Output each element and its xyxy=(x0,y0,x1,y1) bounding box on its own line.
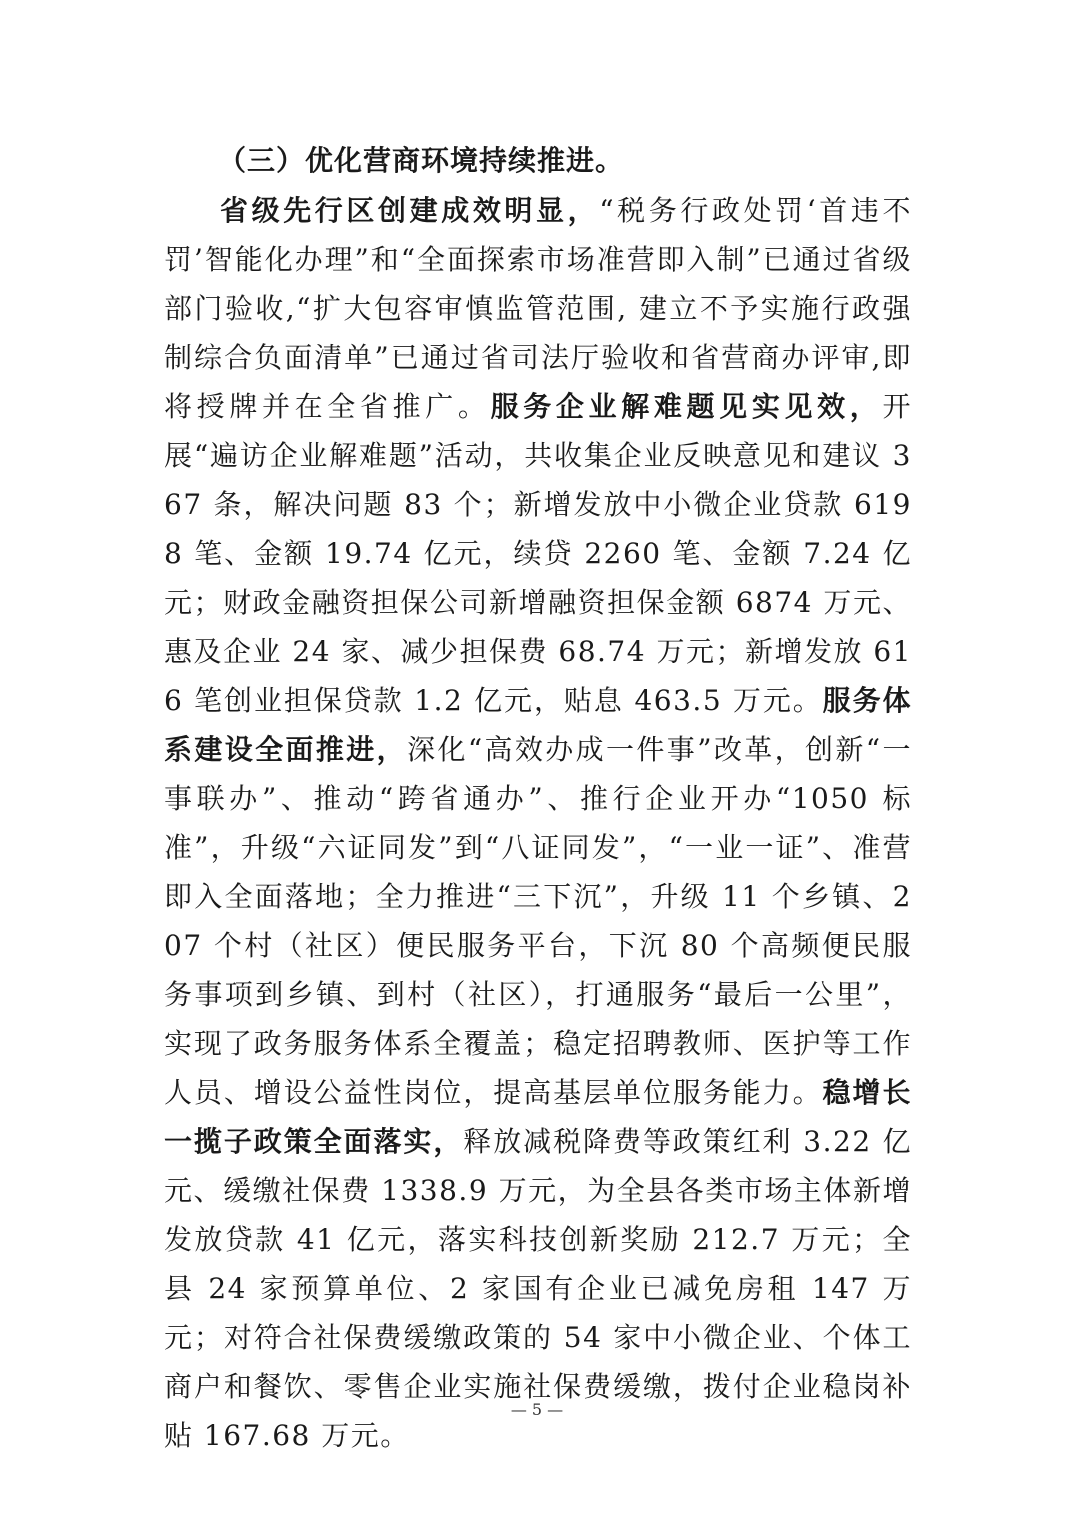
paragraph-text-pilot-zone: “税务行政处罚‘首违不罚’智能化办理”和“全面探索市场准营即入制”已通过省级部门验收,“扩大包容审慎监管范围, 建立不予实施行政强制综合负面清单”已通过省司法厅验收和省营商办评审,即将授牌并在全省推广。 xyxy=(164,194,912,423)
paragraph-text-enterprise-service: 开展“遍访企业解难题”活动，共收集企业反映意见和建议 367 条，解决问题 83 个；新增发放中小微企业贷款 6198 笔、金额 19.74 亿元，续贷 2260 笔、金额 7.24 亿元；财政金融资担保公司新增融资担保金额 6874 万元、惠及企业 24 家、减少担保费 68.74 万元；新增发放 616 笔创业担保贷款 1.2 亿元，贴息 463.5 万元。 xyxy=(164,390,912,717)
paragraph-text-growth-policy: 释放减税降费等政策红利 3.22 亿元、缓缴社保费 1338.9 万元，为全县各类市场主体新增发放贷款 41 亿元，落实科技创新奖励 212.7 万元；全县 24 家预算单位、2 家国有企业已减免房租 147 万元；对符合社保费缓缴政策的 54 家中小微企业、个体工商户和餐饮、零售企业实施社保费缓缴，拨付企业稳岗补贴 167.68 万元。 xyxy=(164,1125,912,1452)
section-heading: （三）优化营商环境持续推进。 xyxy=(218,144,625,177)
lead-phrase-pilot-zone: 省级先行区创建成效明显， xyxy=(220,194,600,227)
paragraph-text-service-system: 深化“高效办成一件事”改革，创新“一事联办”、推动“跨省通办”、推行企业开办“1050 标准”，升级“六证同发”到“八证同发”，“一业一证”、准营即入全面落地；全力推进“三下沉”，升级 11 个乡镇、207 个村（社区）便民服务平台，下沉 80 个高频便民服务事项到乡镇、到村（社区），打通服务“最后一公里”，实现了政务服务体系全覆盖；稳定招聘教师、医护等工作人员、增设公益性岗位，提高基层单位服务能力。 xyxy=(164,733,912,1109)
document-page xyxy=(164,136,912,1460)
lead-phrase-enterprise-service: 服务企业解难题见实见效， xyxy=(490,390,883,423)
lead-phrase-service-system: 服务体系建设全面推进， xyxy=(164,684,912,766)
body-paragraph xyxy=(164,186,912,1460)
page-number: — 5 — xyxy=(510,1400,564,1419)
lead-phrase-growth-policy: 稳增长一揽子政策全面落实， xyxy=(164,1076,912,1158)
